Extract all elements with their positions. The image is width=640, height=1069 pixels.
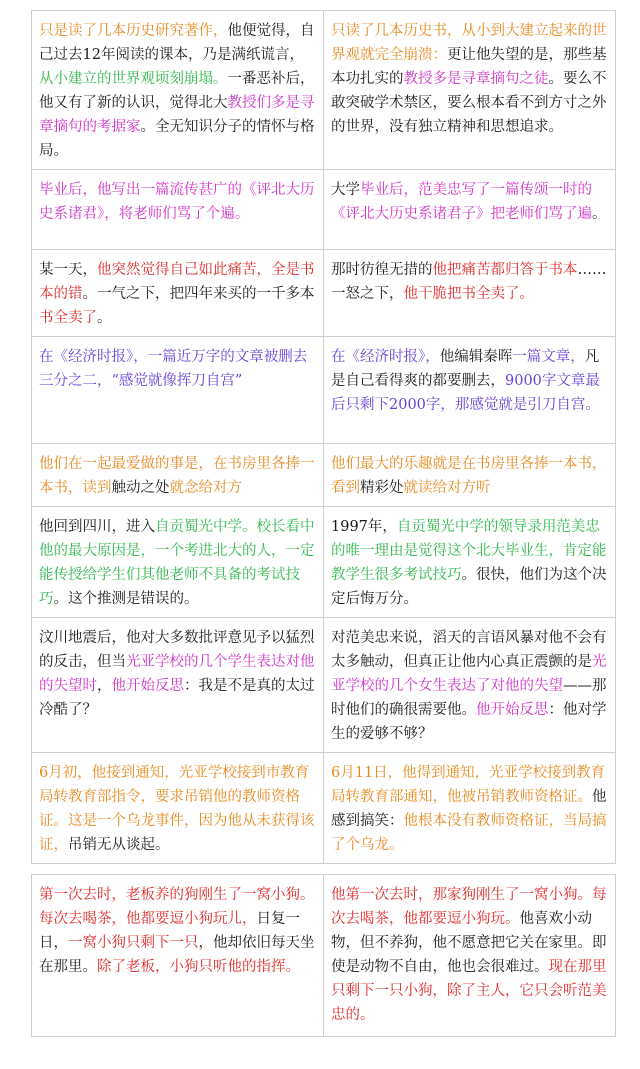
text-segment: 就读给对方听 — [403, 480, 491, 496]
text-segment: 1997年， — [331, 519, 397, 535]
text-segment: 从小建立的世界观顷刻崩塌。 — [39, 71, 228, 87]
original-text-cell — [32, 753, 324, 864]
text-segment: 。 — [592, 206, 607, 222]
comparison-row — [32, 337, 616, 444]
text-segment: 6月初，他接到通知，光亚学校接到市教育局转教育部指令，要求吊销他的教师资格证。这是一个乌龙事件，因为他从未获得该证， — [39, 765, 315, 853]
text-segment: 他把痛苦都归答于书本 — [432, 262, 578, 278]
comparison-row — [32, 507, 616, 618]
text-segment: 他便觉得，自己过去12年阅读的课本，乃是满纸谎言， — [39, 23, 315, 63]
text-segment: 某一天， — [39, 262, 97, 278]
text-segment: 光亚学校的几个女生表达了对他的失望 — [331, 654, 607, 694]
text-segment: 只读了几本历史书，从小到大建立起来的世界观就完全崩溃： — [331, 23, 607, 63]
comparison-table-main — [31, 10, 616, 864]
comparison-table-dog — [31, 874, 616, 1037]
text-segment: 在《经济时报》，一篇近万字的文章被删去三分之二，“感觉就像挥刀自宫” — [39, 349, 308, 389]
text-segment: 大学 — [331, 182, 360, 198]
text-segment: 吊销无从谈起。 — [68, 837, 170, 853]
text-segment: 他开始反思 — [111, 678, 184, 694]
text-segment: 他喜欢小动物，但不养狗，他不愿意把它关在家里。即使是动物不自由，他也会很难过。 — [331, 911, 607, 975]
text-segment: 他回到四川，进入 — [39, 519, 155, 535]
text-segment: 对范美忠来说，滔天的言语风暴对他不会有太多触动，但真正让他内心真正震颤的是 — [331, 630, 607, 670]
text-segment: 只是读了几本历史研究著作， — [39, 23, 228, 39]
comparison-row — [32, 444, 616, 507]
comparison-row — [32, 875, 616, 1037]
text-segment: 。要么不敢突破学术禁区，要么根本看不到方寸之外的世界，没有独立精神和思想追求。 — [331, 71, 607, 135]
text-segment: 6月11日，他得到通知，光亚学校接到教育局转教育部通知，他被吊销教师资格证。 — [331, 765, 606, 805]
text-segment: 触动之处 — [111, 480, 170, 496]
text-segment: 书全卖了 — [39, 310, 97, 326]
comparison-text-cell — [324, 11, 616, 170]
text-segment: ——那时他们的确很需要他。 — [331, 678, 607, 718]
text-segment: 一篇文章， — [512, 349, 585, 365]
comparison-text-cell — [324, 875, 616, 1037]
text-segment: 在《经济时报》， — [331, 349, 440, 365]
text-segment: 汶川地震后，他对大多数批评意见予以猛烈的反击，但当 — [39, 630, 315, 670]
text-segment: 第一次去时，老板养的狗刚生了一窝小狗。每次去喝茶，他都要逗小狗玩儿， — [39, 887, 315, 927]
text-segment: 他根本没有教师资格证，当局搞了个乌龙。 — [331, 813, 607, 853]
text-segment: 就念给对方 — [169, 480, 242, 496]
text-segment: 他感到搞笑： — [331, 789, 607, 829]
comparison-row — [32, 11, 616, 170]
comparison-text-cell — [324, 337, 616, 444]
text-segment: 他们最大的乐趣就是在书房里各捧一本书，看到 — [331, 456, 607, 496]
comparison-row — [32, 250, 616, 337]
text-segment: 。一气之下，把四年来买的一千多本 — [82, 286, 315, 302]
original-text-cell — [32, 618, 324, 753]
text-segment: 他干脆把书全卖了。 — [403, 286, 534, 302]
comparison-row — [32, 618, 616, 753]
text-segment: 他们在一起最爱做的事是，在书房里各捧一本书，读到 — [39, 456, 315, 496]
text-segment: 。这个推测是错误的。 — [53, 591, 199, 607]
original-text-cell — [32, 444, 324, 507]
text-segment: 9000字文章最后只剩下2000字，那感觉就是引刀自宫。 — [331, 373, 600, 413]
text-segment: 。全无知识分子的情怀与格局。 — [39, 119, 315, 159]
text-segment: ……一怒之下， — [331, 262, 607, 302]
comparison-table-body — [32, 11, 616, 864]
text-segment: 他第一次去时，那家狗刚生了一窝小狗。每次去喝茶，他都要逗小狗玩。 — [331, 887, 607, 927]
text-segment: 光亚学校的几个学生表达对他的失望时 — [39, 654, 315, 694]
comparison-text-cell — [324, 170, 616, 250]
text-segment: 毕业后，他写出一篇流传甚广的《评北大历史系诸君》，将老师们骂了个遍。 — [39, 182, 315, 222]
text-segment: 自贡蜀光中学。校长看中他的最大原因是，一个考进北大的人，一定能传授给学生们其他老师不具备的考试技巧 — [39, 519, 315, 607]
text-segment: ：我是不是真的太过冷酷了？ — [39, 678, 315, 718]
text-segment: 他突然觉得自己如此痛苦，全是书本的错 — [39, 262, 315, 302]
text-segment: 精彩处 — [360, 480, 404, 496]
original-text-cell — [32, 337, 324, 444]
comparison-text-cell — [324, 444, 616, 507]
comparison-row — [32, 753, 616, 864]
text-segment: 更让他失望的是，那些基本功扎实的 — [331, 47, 607, 87]
original-text-cell — [32, 507, 324, 618]
text-segment: 现在那里只剩下一只小狗，除了主人，它只会听范美忠的。 — [331, 959, 607, 1023]
comparison-text-cell — [324, 753, 616, 864]
text-segment: 一番恶补后，他又有了新的认识，觉得北大 — [39, 71, 315, 111]
text-segment: 他开始反思 — [476, 702, 549, 718]
original-text-cell — [32, 11, 324, 170]
comparison-text-cell — [324, 250, 616, 337]
original-text-cell — [32, 875, 324, 1037]
text-segment: 自贡蜀光中学的领导录用范美忠的唯一理由是觉得这个北大毕业生，肯定能教学生很多考试技巧 — [331, 519, 607, 583]
comparison-text-cell — [324, 618, 616, 753]
text-segment: 。很快，他们为这个决定后悔万分。 — [331, 567, 607, 607]
comparison-table-body — [32, 875, 616, 1037]
text-segment: 他编辑秦晖 — [439, 349, 513, 365]
comparison-row — [32, 170, 616, 250]
text-segment: 一窝小狗只剩下一只 — [68, 935, 199, 951]
text-segment: 除了老板，小狗只听他的指挥。 — [97, 959, 300, 975]
original-text-cell — [32, 170, 324, 250]
text-segment: 教授多是寻章摘句之徒 — [403, 71, 549, 87]
original-text-cell — [32, 250, 324, 337]
text-segment: 凡是自己看得爽的都要删去， — [331, 349, 600, 389]
text-segment: 那时彷徨无措的 — [331, 262, 433, 278]
text-segment: 毕业后，范美忠写了一篇传颂一时的《评北大历史系诸君子》把老师们骂了遍 — [331, 182, 592, 222]
text-segment: ， — [97, 678, 112, 694]
text-segment: 。 — [97, 310, 112, 326]
text-segment: 教授们多是寻章摘句的考据家 — [39, 95, 315, 135]
comparison-text-cell — [324, 507, 616, 618]
text-segment: ：他对学生的爱够不够？ — [331, 702, 607, 742]
text-segment: ，他却依旧每天坐在那里。 — [39, 935, 315, 975]
text-segment: 日复一日， — [39, 911, 300, 951]
